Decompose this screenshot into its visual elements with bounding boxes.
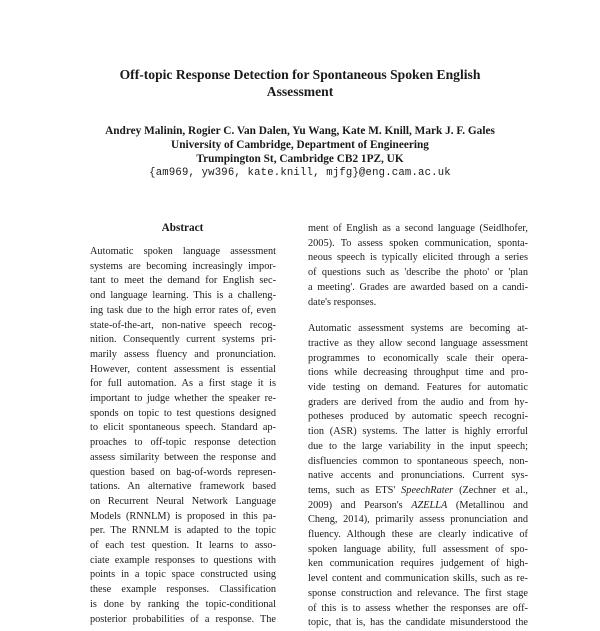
author-emails: {am969, yw396, kate.knill, mjfg}@eng.cam.ac.uk (149, 167, 451, 179)
author-names: Andrey Malinin, Rogier C. Van Dalen, Yu Wang, Kate M. Knill, Mark J. F. Gales (105, 125, 495, 137)
text-line: tems, such as ETS' SpeechRater (Zechner et al., (308, 484, 529, 496)
text-line: to elicit spontaneous speech. Standard ap- (90, 422, 276, 434)
text-line: ond language learning. This is a challeng- (90, 290, 276, 302)
text-line: disfluencies common to spontaneous speech, non- (308, 455, 528, 467)
abstract-heading: Abstract (161, 222, 204, 234)
text-line: marily assess fluency and pronunciation. (90, 348, 276, 360)
paragraph-gap (308, 310, 528, 322)
text-line: Cheng, 2014), primarily assess pronunciation and (308, 514, 528, 526)
title-line-2: Assessment (266, 84, 334, 99)
text-line: tant to meet the demand for English sec- (90, 275, 276, 287)
text-line: for full automation. As a first stage it is (90, 378, 276, 390)
text-line: neous speech is typically elicited through a series (308, 252, 528, 264)
text-line: vide testing on demand. Features for automatic (308, 382, 528, 394)
paper-title (60, 66, 540, 100)
text-line: Models (RNNLM) is proposed in this pa- (90, 510, 276, 522)
text-line: of each test question. It learns to asso- (90, 540, 276, 552)
text-line: systems are becoming increasingly impor- (90, 260, 276, 272)
title-line-1: Off-topic Response Detection for Spontaneous Spoken English (119, 67, 481, 82)
text-line: points in a topic space constructed using (90, 569, 276, 581)
text-line: potheses produced by automatic speech recogni- (308, 411, 528, 423)
introduction-body (308, 222, 528, 631)
text-line: Automatic assessment systems are becoming at- (308, 323, 528, 335)
text-line: of this is to assess whether the responses are off- (308, 602, 528, 614)
text-line: these example responses. Classification (90, 584, 276, 596)
text-line: is done by ranking the topic-conditional (90, 598, 276, 610)
text-line: important to judge whether the speaker re- (90, 393, 276, 405)
text-line: state-of-the-art, non-native speech recog- (90, 319, 276, 331)
text-line: date's responses. (308, 296, 377, 308)
text-line: of questions such as 'describe the photo' or 'plan (308, 267, 528, 279)
text-line: assess similarity between the response and (90, 451, 276, 463)
text-line: question based on bag-of-words represen- (90, 466, 276, 478)
text-line: nition. Consequently current systems pri- (90, 334, 276, 346)
text-line: fluency. Although these are clearly indicative of (308, 529, 528, 541)
text-line: topic, that is, has the candidate misunderstood the (308, 617, 528, 629)
text-line: level content and communication skills, such as re- (308, 573, 528, 585)
text-line: sponse construction and relevance. The first stage (308, 587, 528, 599)
text-line: ciate example responses to questions with (90, 554, 276, 566)
text-line: 2009) and Pearson's AZELLA (Metallinou and (308, 499, 528, 511)
author-block (40, 124, 560, 166)
text-line: programmes to economically scale their opera- (308, 352, 528, 364)
text-line: Automatic spoken language assessment (90, 246, 276, 257)
text-line: ing task due to the high error rates of, even (90, 304, 276, 316)
text-line: tion (ASR) systems. The latter is highly errorful (308, 426, 528, 438)
text-line: proaches to off-topic response detection (90, 437, 276, 449)
text-line: native accents and pronunciations. Current sys- (308, 470, 528, 482)
text-line: on Recurrent Neural Network Language (90, 495, 276, 507)
text-line: ken communication requires judgement of high- (308, 558, 528, 570)
text-line: graders are derived from the audio and from hy- (308, 396, 528, 408)
affiliation-university: University of Cambridge, Department of Engineering (171, 139, 429, 151)
abstract-body (90, 245, 276, 627)
text-line: ment of English as a second language (Seidlhofer, (308, 223, 528, 234)
text-line: spoken language ability, full assessment of spo- (308, 543, 528, 555)
text-line: a meeting'. Grades are awarded based on a candi- (308, 281, 528, 293)
text-line: posterior probabilities of a response. The (90, 613, 276, 625)
text-line: tions while decreasing throughput time and pro- (308, 367, 528, 379)
text-line: per. The RNNLM is adapted to the topic (90, 525, 276, 537)
affiliation-address: Trumpington St, Cambridge CB2 1PZ, UK (196, 153, 404, 165)
text-line: sponds on topic to test questions designed (90, 407, 276, 419)
text-line: tractive as they allow second language assessment (308, 337, 528, 349)
text-line: due to the large variability in the input speech; (308, 440, 528, 452)
text-line: tations. An alternative framework based (90, 481, 276, 493)
text-line: 2005). To assess spoken communication, sponta- (308, 237, 528, 249)
intro-paragraph-2 (308, 322, 528, 631)
text-line: However, content assessment is essential (90, 363, 276, 375)
intro-paragraph-1 (308, 222, 528, 310)
